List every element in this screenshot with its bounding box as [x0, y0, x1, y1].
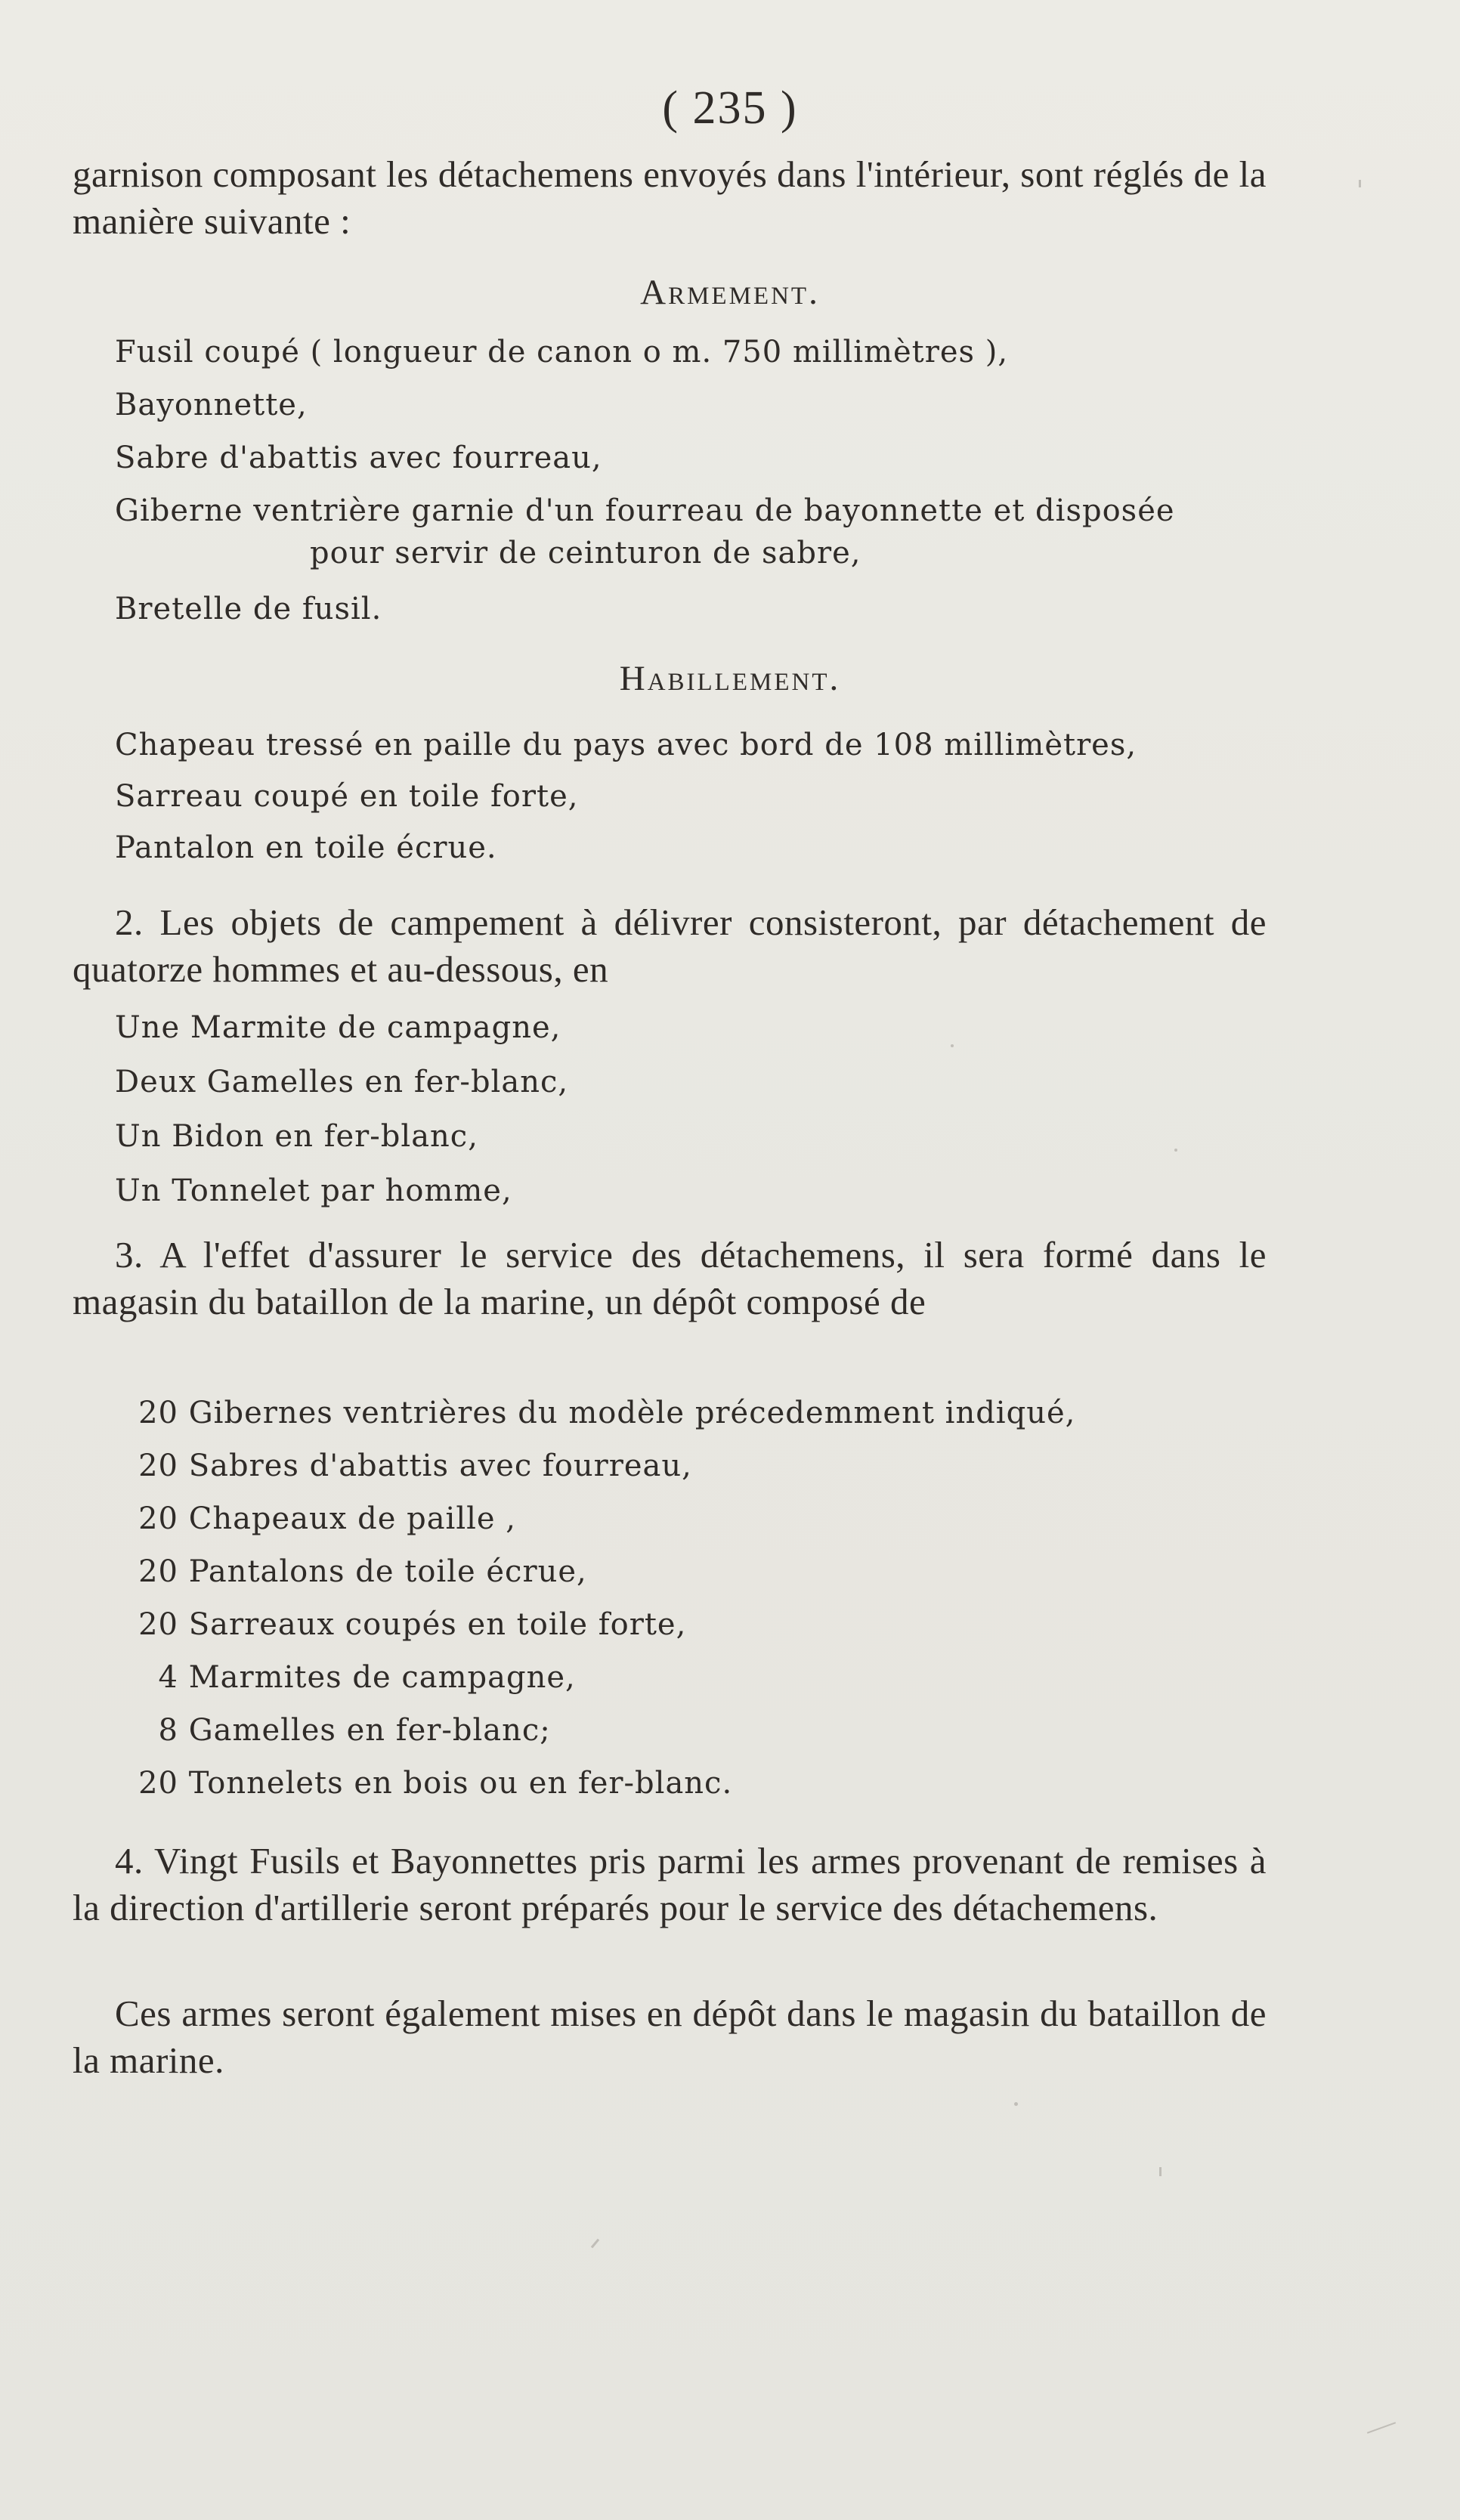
- armement-heading: Armement.: [640, 273, 820, 312]
- article-3-paragraph: 3. A l'effet d'assurer le service des détachemens, il sera formé dans le magasin du bataillon de la marine, un dépôt composé de: [73, 1234, 1267, 1322]
- armement-item: Fusil coupé ( longueur de canon o m. 750 millimètres ),: [115, 335, 1009, 369]
- depot-item-qty: 8: [158, 1713, 178, 1748]
- campement-item: Deux Gamelles en fer-blanc,: [115, 1065, 569, 1099]
- paper-speck: [1174, 1149, 1177, 1152]
- depot-item: [113, 1656, 1262, 1699]
- depot-item: [113, 1392, 1262, 1434]
- depot-item-text: Tonnelets en bois ou en fer-blanc.: [188, 1766, 733, 1801]
- habillement-item: Chapeau tressé en paille du pays avec bord de 108 millimètres,: [115, 728, 1137, 762]
- depot-item-text: Gamelles en fer-blanc;: [188, 1713, 551, 1748]
- campement-item: Une Marmite de campagne,: [115, 1010, 561, 1045]
- habillement-item: Pantalon en toile écrue.: [115, 830, 497, 865]
- paper-speck: [1359, 180, 1361, 187]
- depot-item-text: Pantalons de toile écrue,: [188, 1554, 587, 1589]
- paper-speck: [591, 2239, 599, 2249]
- depot-item-qty: 20: [138, 1554, 178, 1589]
- depot-item-qty: 20: [138, 1766, 178, 1801]
- article-4-paragraph: 4. Vingt Fusils et Bayonnettes pris parmi les armes provenant de remises à la direction d'artillerie seront préparés pour le service des détachemens.: [73, 1840, 1267, 1928]
- depot-item-qty: 20: [138, 1449, 178, 1483]
- depot-item: [113, 1709, 1262, 1752]
- armement-item: Bretelle de fusil.: [115, 592, 382, 626]
- paper-speck: [951, 1044, 954, 1047]
- paper-speck: [1367, 2422, 1396, 2434]
- giberne-line-2: pour servir de ceinturon de sabre,: [310, 536, 861, 570]
- campement-item: Un Tonnelet par homme,: [115, 1173, 512, 1208]
- depot-item: [113, 1498, 1262, 1540]
- depot-item: [113, 1551, 1262, 1593]
- armement-item-giberne: [115, 490, 1264, 574]
- depot-item-text: Sabres d'abattis avec fourreau,: [188, 1449, 692, 1483]
- paper-speck: [1159, 2167, 1162, 2176]
- depot-item-qty: 20: [138, 1501, 178, 1536]
- depot-item-qty: 20: [138, 1396, 178, 1430]
- depot-item: [113, 1603, 1262, 1646]
- depot-item-text: Chapeaux de paille ,: [188, 1501, 517, 1536]
- article-2-paragraph: 2. Les objets de campement à délivrer consisteront, par détachement de quatorze hommes et au-dessous, en: [73, 901, 1267, 990]
- article-4-paragraph-2: Ces armes seront également mises en dépôt dans le magasin du bataillon de la marine.: [73, 1993, 1267, 2081]
- intro-paragraph: garnison composant les détachemens envoyés dans l'intérieur, sont réglés de la manière suivante :: [73, 153, 1267, 242]
- armement-item: Bayonnette,: [115, 388, 308, 422]
- giberne-line-1: Giberne ventrière garnie d'un fourreau de bayonnette et disposée: [115, 493, 1175, 528]
- depot-item-text: Sarreaux coupés en toile forte,: [188, 1607, 687, 1642]
- depot-item-text: Gibernes ventrières du modèle précedemment indiqué,: [188, 1396, 1076, 1430]
- paper-speck: [1014, 2102, 1018, 2106]
- depot-item-qty: 20: [138, 1607, 178, 1642]
- depot-item-text: Marmites de campagne,: [188, 1660, 576, 1695]
- habillement-heading: Habillement.: [619, 659, 841, 698]
- depot-item: [113, 1445, 1262, 1487]
- depot-item: [113, 1762, 1262, 1804]
- armement-item: Sabre d'abattis avec fourreau,: [115, 441, 602, 475]
- page-number: ( 235 ): [662, 82, 798, 134]
- campement-item: Un Bidon en fer-blanc,: [115, 1119, 478, 1154]
- depot-item-qty: 4: [158, 1660, 178, 1695]
- habillement-item: Sarreau coupé en toile forte,: [115, 779, 579, 814]
